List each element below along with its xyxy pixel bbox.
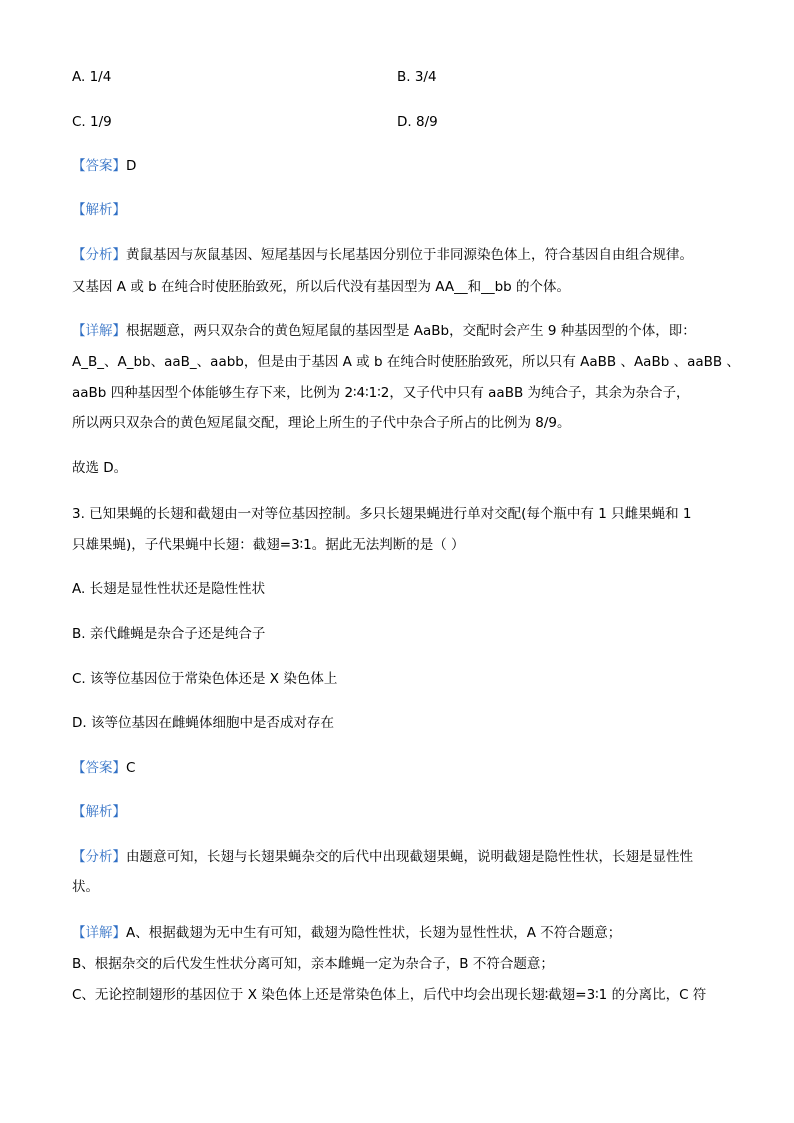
xiangjie-line-4: 所以两只双杂合的黄色短尾鼠交配，理论上所生的子代中杂合子所占的比例为 8/9。 [72,415,571,431]
fenxi-line-2: 又基因 A 或 b 在纯合时使胚胎致死，所以后代没有基因型为 AA__和__bb 的个体。 [72,279,571,295]
q3-fenxi-line-1 [72,848,693,866]
xiangjie-text: 根据题意，两只双杂合的黄色短尾鼠的基因型是 AaBb，交配时会产生 9 种基因型的个体，即： [126,323,696,339]
answer-tag: 【答案】 [72,158,126,174]
answer-value: D [126,158,137,174]
q3-option-c: C. 该等位基因位于常染色体还是 X 染色体上 [72,671,338,687]
q3-xiangjie-line-1 [72,924,621,942]
fenxi-text: 黄鼠基因与灰鼠基因、短尾基因与长尾基因分别位于非同源染色体上，符合基因自由组合规律。 [126,247,693,263]
option-b: B. 3/4 [397,69,437,85]
q3-xiangjie-line-2: B、根据杂交的后代发生性状分离可知，亲本雌蝇一定为杂合子，B 不符合题意； [72,956,554,972]
option-a: A. 1/4 [72,69,112,85]
xiangjie-line-2: A_B_、A_bb、aaB_、aabb，但是由于基因 A 或 b 在纯合时使胚胎致死，所以只有 AaBB 、AaBb 、aaBB 、 [72,354,740,370]
q3-xiangjie-text: A、根据截翅为无中生有可知，截翅为隐性性状，长翅为显性性状，A 不符合题意； [126,925,622,941]
analysis-tag: 【解析】 [72,202,126,218]
xiangjie-line-3: aaBb 四种基因型个体能够生存下来，比例为 2∶4∶1∶2，又子代中只有 aaBB 为纯合子，其余为杂合子， [72,385,690,401]
q3-option-d: D. 该等位基因在雌蝇体细胞中是否成对存在 [72,715,334,731]
analysis-heading [72,201,126,219]
q3-answer-line [72,759,135,777]
q3-xiangjie-line-3: C、无论控制翅形的基因位于 X 染色体上还是常染色体上，后代中均会出现长翅∶截翅=3∶1 的分离比，C 符 [72,987,707,1003]
q3-fenxi-text: 由题意可知，长翅与长翅果蝇杂交的后代中出现截翅果蝇，说明截翅是隐性性状，长翅是显性性 [126,849,693,865]
q3-fenxi-tag: 【分析】 [72,849,126,865]
q3-analysis-tag: 【解析】 [72,804,126,820]
xiangjie-tag: 【详解】 [72,323,126,339]
conclusion: 故选 D。 [72,460,128,476]
q3-xiangjie-tag: 【详解】 [72,925,126,941]
fenxi-tag: 【分析】 [72,247,126,263]
fenxi-line-1 [72,246,693,264]
option-d: D. 8/9 [397,114,438,130]
q3-fenxi-line-2: 状。 [72,879,99,895]
q3-answer-value: C [126,760,136,776]
q3-option-a: A. 长翅是显性性状还是隐性性状 [72,581,266,597]
q3-answer-tag: 【答案】 [72,760,126,776]
option-c: C. 1/9 [72,114,112,130]
answer-line [72,157,136,175]
q3-stem-line-1: 3. 已知果蝇的长翅和截翅由一对等位基因控制。多只长翅果蝇进行单对交配(每个瓶中有 1 只雌果蝇和 1 [72,506,692,522]
q3-analysis-heading [72,803,126,821]
q3-option-b: B. 亲代雌蝇是杂合子还是纯合子 [72,626,266,642]
xiangjie-line-1 [72,322,696,340]
q3-stem-line-2: 只雄果蝇)，子代果蝇中长翅：截翅=3∶1。据此无法判断的是（ ） [72,537,465,553]
